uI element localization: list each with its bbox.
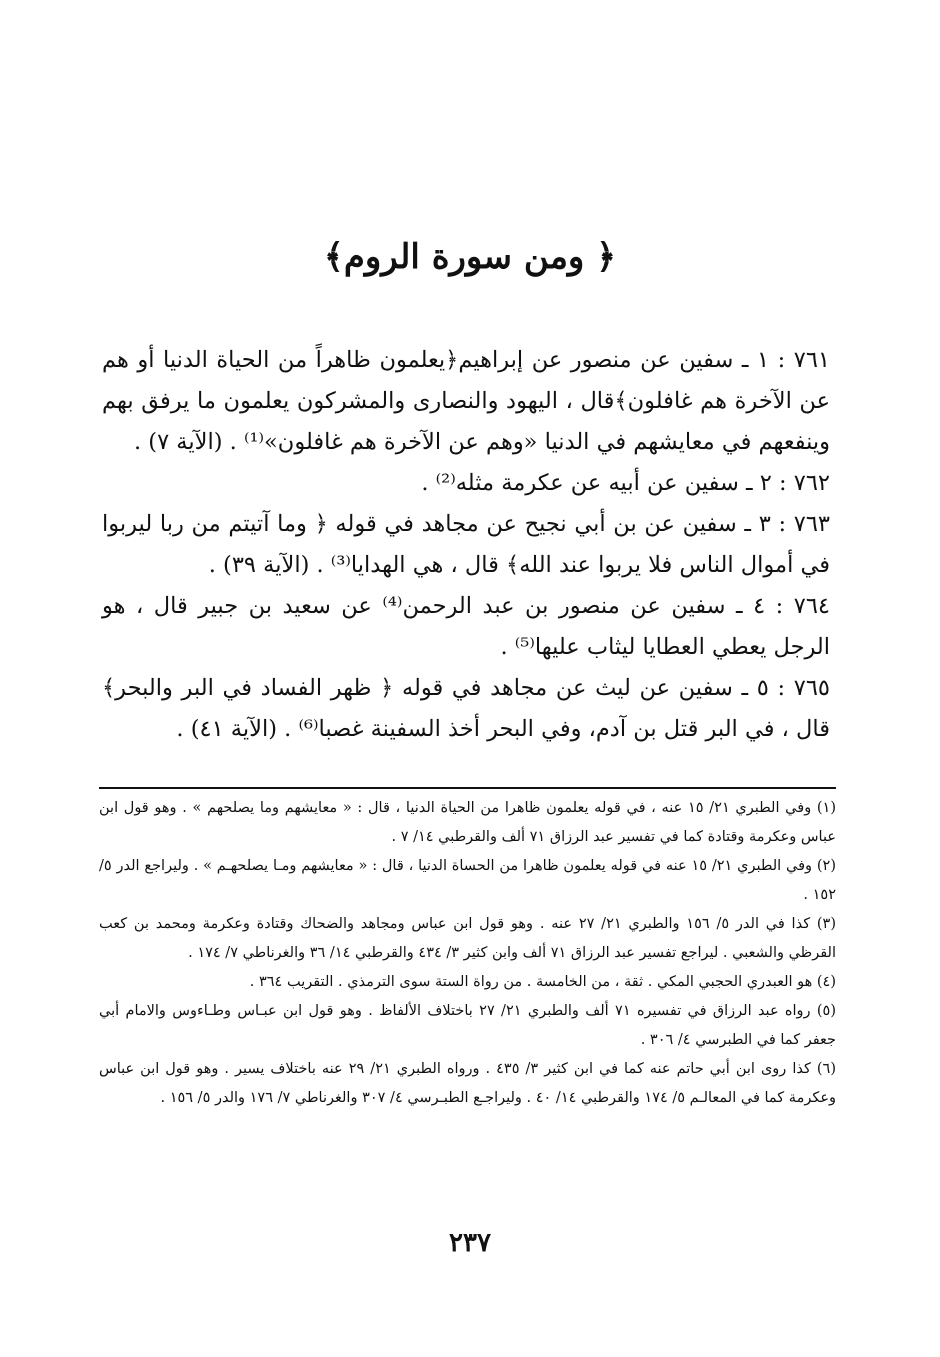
footnote-3: (٣) كذا في الدر ٥/ ١٥٦ والطبري ٢١/ ٢٧ عنه . وهو قول ابن عباس ومجاهد والضحاك وقتادة وعكرمة ومحمد بن كعب القرظي والشعبي . ليراجع تفسير عبد الرزاق ٧١ ألف وابن كثير ٣/ ٤٣٤ والقرطبي ١٤/ ٣٦ والغرناطي ٧/ ١٧٤ . <box>99 916 837 961</box>
entry-761: ٧٦١ : ١ ـ سفين عن منصور عن إبراهيم﴿يعلمون ظاهراً من الحياة الدنيا أو هم عن الآخرة هم غافلون﴾قال ، اليهود والنصارى والمشركون يعلمون ما يرفق بهم وينفعهم في معايشهم في الدنيا «وهم عن الآخرة هم غافلون»⁽¹⁾ . (الآية ٧) . <box>102 347 830 455</box>
entry-764: ٧٦٤ : ٤ ـ سفين عن منصور بن عبد الرحمن⁽⁴⁾ عن سعيد بن جبير قال ، هو الرجل يعطي العطايا ليثاب عليها⁽⁵⁾ . <box>102 593 830 660</box>
entry-762: ٧٦٢ : ٢ ـ سفين عن أبيه عن عكرمة مثله⁽²⁾ . <box>421 470 830 496</box>
entry-763: ٧٦٣ : ٣ ـ سفين عن بن أبي نجيح عن مجاهد في قوله ﴿ وما آتيتم من ربا ليربوا في أموال الناس فلا يربوا عند الله﴾ قال ، هي الهدايا⁽³⁾ . (الآية ٣٩) . <box>102 511 830 578</box>
page-number: ٢٣٧ <box>449 1228 491 1258</box>
footnotes <box>99 794 836 1113</box>
footnote-5: (٥) رواه عبد الرزاق في تفسيره ٧١ ألف والطبري ٢١/ ٢٧ باختلاف الألفاظ . وهو قول ابن عبـاس وطـاءوس والامام أبي جعفر كما في الطبرسي ٤/ ٣٠٦ . <box>99 1003 836 1048</box>
footnote-1: (١) وفي الطبري ٢١/ ١٥ عنه ، في قوله يعلمون ظاهرا من الحياة الدنيا ، قال : « معايشهم وما يصلحهم » . وهو قول ابن عباس وعكرمة وقتادة كما في تفسير عبد الرزاق ٧١ ألف والقرطبي ١٤/ ٧ . <box>99 800 836 845</box>
footnote-separator <box>99 787 836 789</box>
entry-765: ٧٦٥ : ٥ ـ سفين عن ليث عن مجاهد في قوله ﴿ ظهر الفساد في البر والبحر﴾ قال ، في البر قتل بن آدم، وفي البحر أخذ السفينة غصبا⁽⁶⁾ . (الآية ٤١) . <box>102 675 830 742</box>
main-text <box>102 340 830 750</box>
footnote-6: (٦) كذا روى ابن أبي حاتم عنه كما في ابن كثير ٣/ ٤٣٥ . ورواه الطبري ٢١/ ٢٩ عنه باختلاف يسير . وهو قول ابن عباس وعكرمة كما في المعالـم ٥/ ١٧٤ والقرطبي ١٤/ ٤٠ . وليراجـع الطبـرسي ٤/ ٣٠٧ والغرناطي ٧/ ١٧٦ والدر ٥/ ١٥٦ . <box>99 1061 837 1106</box>
footnote-4: (٤) هو العبدري الحجبي المكي . ثقة ، من الخامسة . من رواة الستة سوى الترمذي . التقريب ٣٦٤ . <box>249 974 836 990</box>
surah-title: ﴿ ومن سورة الروم﴾ <box>323 237 617 277</box>
footnote-2: (٢) وفي الطبري ٢١/ ١٥ عنه في قوله يعلمون ظاهرا من الحساة الدنيا ، قال : « معايشهم ومـا يصلحهـم » . وليراجع الدر ٥/ ١٥٢ . <box>99 858 836 903</box>
